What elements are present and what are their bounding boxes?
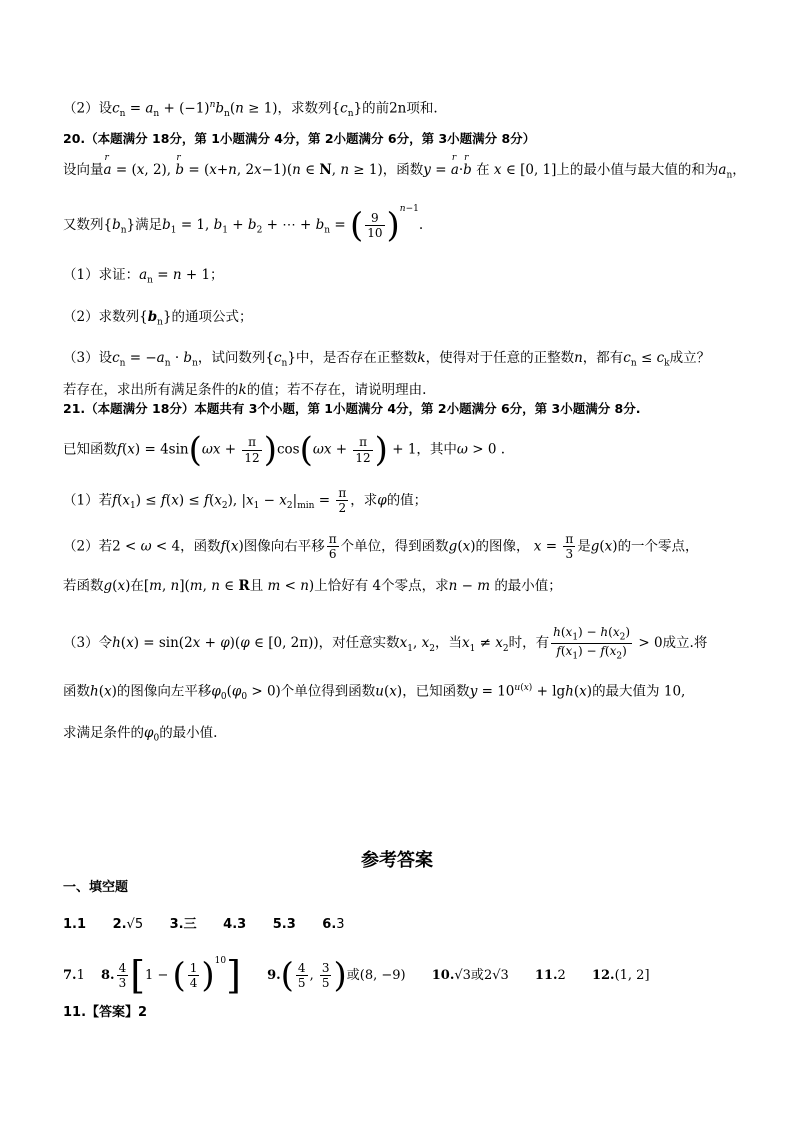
q20-intro-post: 上的最小值与最大值的和为 [556,162,719,178]
q21-part2-a: ，函数 [180,538,221,555]
answer-9: 9.( $\frac{4}{5}$ , $\frac{3}{5}$ )或(8, −9) [267,955,406,996]
q20-seq: 又数列$\{b_n\}$满足$b_1 = 1$, $b_1 + b_2$ + ⋯ + $b_n$ = ( $\frac{9}{10}$ )$^{n-1}$. [63,204,424,246]
q20-part3-mid4: ，都有 [582,350,624,366]
answer-12: 12.(1, 2] [591,968,650,983]
answers-row2 [63,953,672,998]
answers-title: 参考答案 [361,850,433,871]
q20-intro: 设向量r a = (x, 2), r b = (x+n, 2x−1)(n ∈ N, n ≥ 1)，函数y = r a·r b 在 x ∈ [0, 1]上的最小值与最大值的和为$a_n$， [63,162,746,181]
q20-intro-fn: ，函数 [382,162,424,178]
q21-part1: （1）若$f(x_1) \le f(x) \le f(x_2)$, $|x_1 - x_2|_{min}$ = $\frac{\pi}{2}$ ，求φ的值； [63,486,428,516]
q19-part2-mid: ，求数列 [277,100,332,117]
q21-part3-line2d: ，已知函数 [402,683,470,700]
q21-intro-post: ，其中 [416,441,457,458]
answer-10: 10.√3或2√3 [431,968,509,983]
q21-part1-end: 的值； [386,492,428,509]
answer-8: 8. $\frac{4}{3}$ [1 − ( $\frac{1}{4}$ )$^{10}$] [101,953,241,998]
q19-part2: （2）设$c_n = a_n + (-1)^nb_n(n \ge 1)$，求数列$\{c_n\}$的前2n项和. [63,100,438,120]
q21-part3-d: 成立.将 [662,635,708,652]
q21-part3-line2e: 的最大值为 10, [592,683,686,700]
q21-part3-label: （3）令 [63,635,113,652]
q20-part2-label: （2）求数列 [63,309,140,325]
q21-part2-c: 个单位，得到函数 [340,538,449,555]
q21-part3-line2a: 函数 [63,683,90,700]
q21-part3-line2b: 的图像向左平移 [116,683,212,700]
q20-part3-mid2: 中，是否存在正整数 [295,350,418,366]
answers-row1 [63,913,367,932]
answer-7: 7.1 [63,968,85,983]
q20-part3-mid: ，试问数列 [197,350,266,366]
q20-part3-line2a: 若存在，求出所有满足条件的 [63,382,239,398]
q21-part3-b: ，当 [434,635,462,652]
answer-11-detail: 11.【答案】2 [63,1005,148,1020]
answer-5: 5.3 [272,917,296,932]
q21-part2: （2）若2 < ω < 4，函数f(x)图像向右平移 $\frac{\pi}{6}$ 个单位，得到函数g(x)的图像， x = $\frac{\pi}{3}$ 是g(x)的一个零点， [63,532,699,562]
q21-part3-line2: 函数h(x)的图像向左平移$\varphi_0(\varphi_0 > 0)$个单位得到函数u(x)，已知函数$y = 10^{u(x)} + \lg h(x)$的最大值为 10, [63,683,686,703]
q20-seq-mid: 满足 [135,217,163,233]
q21-part2-line2d: 的最小值； [494,578,562,594]
answer-11: 11.2 [534,968,566,983]
q20-part1: （1）求证：$a_n = n + 1$； [63,267,224,286]
q21-part2-b: 图像向右平移 [243,538,325,555]
q21-part3-c: 时，有 [508,635,550,652]
answer-6: 6.3 [322,917,345,932]
q19-part2-post: 的前2n项和. [362,100,438,117]
q21-intro: 已知函数f(x) = 4sin(ωx + $\frac{\pi}{12}$ )cos(ωx + $\frac{\pi}{12}$ ) + 1，其中ω > 0 . [63,430,505,470]
q21-part2-e: 是 [577,538,591,555]
q21-part2-f: 的一个零点， [617,538,699,555]
q20-intro-prefix: 设向量 [63,162,104,178]
q20-part2: （2）求数列$\{b_n\}$的通项公式； [63,309,253,328]
q21-part1-post: ，求 [350,492,378,509]
q21-part3-a: ，对任意实数 [318,635,400,652]
q21-header: 21.（本题满分 18分）本题共有 3个小题，第 1小题满分 4分，第 2小题满分 6分，第 3小题满分 8分. [63,401,641,416]
q21-part3-line2c: 个单位得到函数 [280,683,376,700]
q21-part3-line3b: 的最小值. [159,725,218,741]
q21-part3: （3）令h(x) = sin(2x + φ)(φ ∈ [0, 2π))，对任意实数$x_1$, $x_2$，当$x_1 \ne x_2$时，有 $\frac{h(x_1) - h(x_2)}{f(x_1) - f(x_2)}$ > 0成立.将 [63,625,708,662]
q21-part2-line2b: 在 [130,578,144,594]
answers-section-fill: 一、填空题 [63,880,129,895]
q21-part2-line2a: 若函数 [63,578,104,594]
q21-part3-line3a: 求满足条件的 [63,725,144,741]
q20-part3-mid3: ，使得对于任意的正整数 [425,350,575,366]
q21-part2-line2c: 上恰好有 4个零点，求 [314,578,449,594]
q20-part3-line2: 若存在，求出所有满足条件的k的值；若不存在，请说明理由. [63,382,427,398]
q20-part3: （3）设$c_n = -a_n \cdot b_n$，试问数列$\{c_n\}$中，是否存在正整数k，使得对于任意的正整数n，都有$c_n \le c_k$成立？ [63,350,711,369]
q20-part1-label: （1）求证： [63,267,140,283]
answer-2: 2.√5 [112,917,144,932]
q19-part2-prefix: （2）设 [63,100,113,117]
q21-part2-label: （2）若 [63,538,113,555]
q21-intro-prefix: 已知函数 [63,441,117,458]
answer-3: 3.三 [169,917,197,932]
q21-part3-line3: 求满足条件的$\varphi_0$的最小值. [63,725,218,744]
q20-intro-on: 在 [476,162,490,178]
answer-1: 1.1 [63,917,87,932]
q21-part1-label: （1）若 [63,492,113,509]
q20-part3-post: 成立？ [669,350,711,366]
answer-4: 4.3 [223,917,247,932]
q21-part2-line2: 若函数g(x)在[m, n](m, n ∈ R且 m < n)上恰好有 4个零点，求n − m 的最小值； [63,578,562,594]
q20-part3-label: （3）设 [63,350,113,366]
q20-header: 20.（本题满分 18分，第 1小题满分 4分，第 2小题满分 6分，第 3小题满分 8分） [63,131,536,146]
q20-part2-post: 的通项公式； [171,309,253,325]
q20-seq-prefix: 又数列 [63,217,104,233]
q21-part2-d: 的图像， [475,538,530,555]
q20-part3-line2b: 的值；若不存在，请说明理由. [246,382,427,398]
